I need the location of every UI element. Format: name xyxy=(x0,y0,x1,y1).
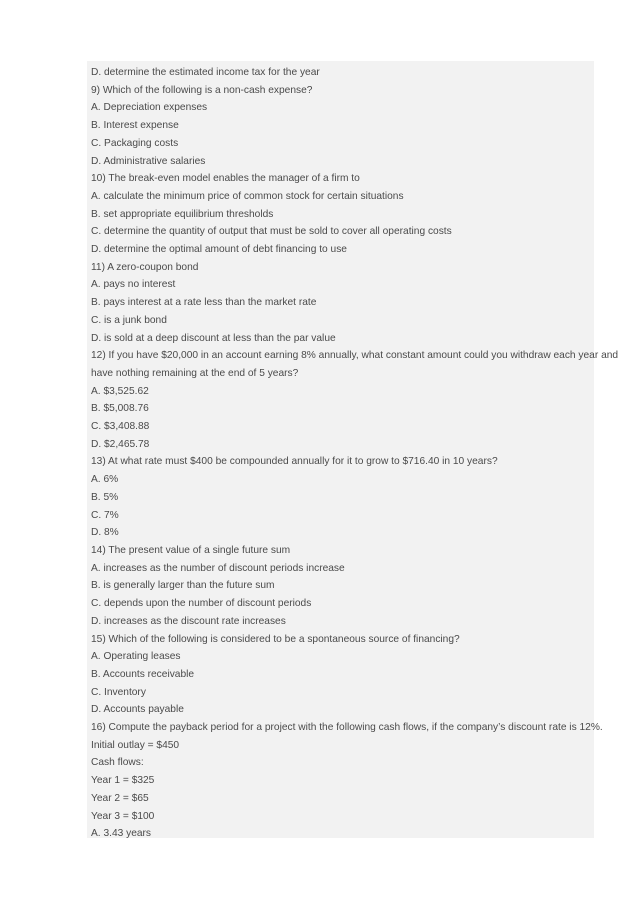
answer-option: D. 8% xyxy=(91,527,119,539)
answer-option: A. pays no interest xyxy=(91,279,176,291)
answer-option: A. 6% xyxy=(91,474,119,486)
answer-option: C. Packaging costs xyxy=(91,137,179,149)
answer-option: A. $3,525.62 xyxy=(91,385,149,397)
question-detail: Year 3 = $100 xyxy=(91,810,155,822)
text-block xyxy=(87,61,619,840)
answer-option: D. Administrative salaries xyxy=(91,155,206,167)
answer-option: A. calculate the minimum price of common stock for certain situations xyxy=(91,190,404,202)
answer-option: C. Inventory xyxy=(91,686,146,698)
question-line: 11) A zero-coupon bond xyxy=(91,261,199,273)
answer-option: D. $2,465.78 xyxy=(91,438,150,450)
question-detail: Initial outlay = $450 xyxy=(91,739,180,751)
answer-option: C. depends upon the number of discount periods xyxy=(91,598,312,610)
answer-option: B. $5,008.76 xyxy=(91,403,149,415)
answer-option: B. pays interest at a rate less than the market rate xyxy=(91,297,317,309)
answer-option: A. 3.43 years xyxy=(91,828,152,840)
answer-option: B. 5% xyxy=(91,491,119,503)
answer-option: B. Interest expense xyxy=(91,120,179,132)
answer-option: B. Accounts receivable xyxy=(91,668,195,680)
answer-option: B. set appropriate equilibrium thresholds xyxy=(91,208,274,220)
answer-option: A. Operating leases xyxy=(91,651,181,663)
answer-option: C. determine the quantity of output that must be sold to cover all operating costs xyxy=(91,226,452,238)
answer-option: A. increases as the number of discount periods increase xyxy=(91,562,345,574)
answer-option: C. 7% xyxy=(91,509,119,521)
question-line: 12) If you have $20,000 in an account earning 8% annually, what constant amount could you withdraw each year and xyxy=(91,350,619,362)
question-line: 9) Which of the following is a non-cash expense? xyxy=(91,84,313,96)
text-lines xyxy=(91,64,619,843)
answer-option: D. determine the optimal amount of debt financing to use xyxy=(91,244,347,256)
answer-option: B. is generally larger than the future sum xyxy=(91,580,275,592)
question-detail: Year 1 = $325 xyxy=(91,775,155,787)
question-detail: Cash flows: xyxy=(91,757,144,769)
question-line: 16) Compute the payback period for a project with the following cash flows, if the company’s discount rate is 12%. xyxy=(91,722,603,734)
answer-option: D. is sold at a deep discount at less than the par value xyxy=(91,332,336,344)
answer-option: D. increases as the discount rate increases xyxy=(91,615,286,627)
question-detail: Year 2 = $65 xyxy=(91,792,149,804)
answer-option: A. Depreciation expenses xyxy=(91,102,208,114)
answer-option: C. is a junk bond xyxy=(91,314,167,326)
text-line: D. determine the estimated income tax for the year xyxy=(91,67,320,78)
question-line: 14) The present value of a single future sum xyxy=(91,544,291,556)
answer-option: C. $3,408.88 xyxy=(91,421,150,433)
question-line: 13) At what rate must $400 be compounded annually for it to grow to $716.40 in 10 years? xyxy=(91,456,498,468)
question-line: 10) The break-even model enables the manager of a firm to xyxy=(91,173,360,185)
question-line: 15) Which of the following is considered to be a spontaneous source of financing? xyxy=(91,633,460,645)
question-line-continued: have nothing remaining at the end of 5 years? xyxy=(91,367,299,379)
answer-option: D. Accounts payable xyxy=(91,704,184,716)
